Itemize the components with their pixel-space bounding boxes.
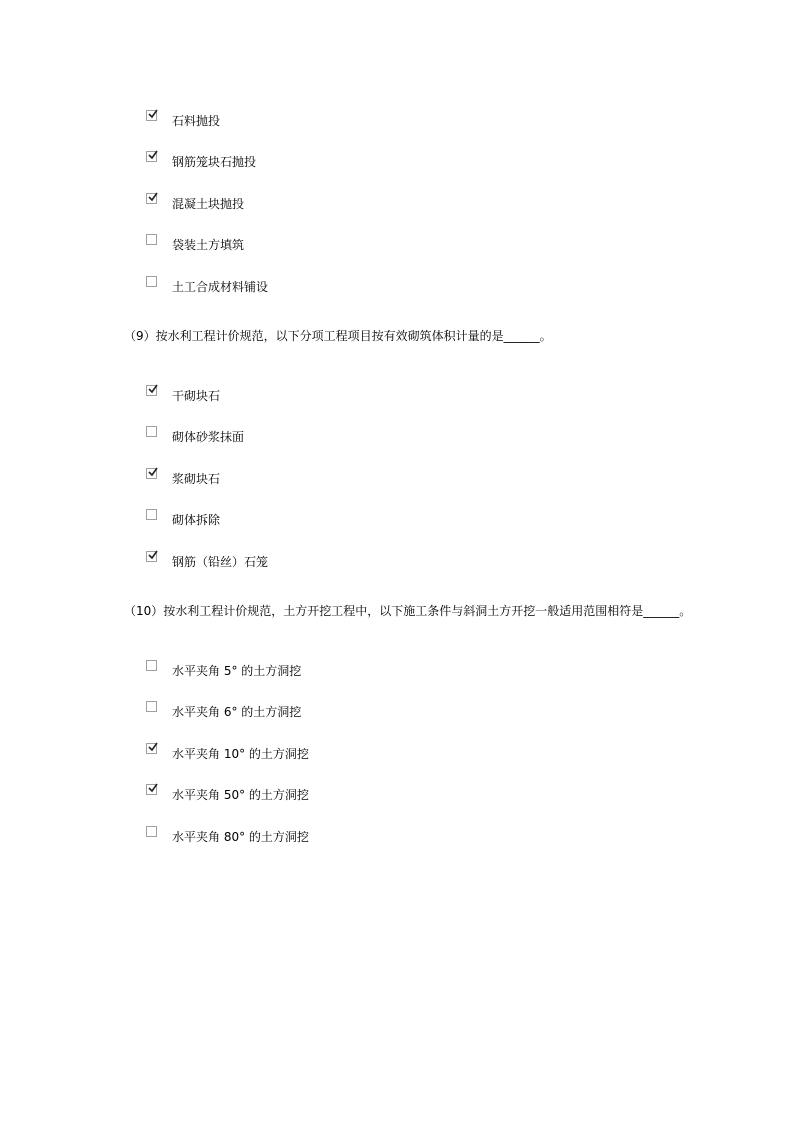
option-masonry-demolition[interactable] (146, 509, 546, 527)
checkbox[interactable] (146, 234, 157, 245)
option-label: 土工合成材料铺设 (172, 280, 269, 294)
checkbox[interactable] (146, 660, 157, 671)
option-label: 浆砌块石 (172, 472, 221, 486)
checkbox[interactable] (146, 276, 157, 287)
checkbox[interactable] (146, 110, 157, 121)
question-9-text: （9）按水利工程计价规范，以下分项工程项目按有效砌筑体积计量的是______。 (124, 329, 552, 343)
check-icon (148, 467, 158, 477)
option-steel-cage-stone-dumping[interactable] (146, 151, 546, 169)
checkbox[interactable] (146, 826, 157, 837)
checkbox[interactable] (146, 193, 157, 204)
option-label: 干砌块石 (172, 389, 221, 403)
check-icon (148, 192, 158, 202)
option-dry-masonry-stone[interactable] (146, 385, 546, 403)
option-angle-80[interactable] (146, 826, 546, 844)
option-angle-5[interactable] (146, 660, 546, 678)
option-label: 钢筋（铅丝）石笼 (172, 555, 269, 569)
option-bagged-earth-filling[interactable] (146, 234, 546, 252)
question-10-text: （10）按水利工程计价规范，土方开挖工程中，以下施工条件与斜洞土方开挖一般适用范围相符是______。 (124, 604, 692, 618)
check-icon (148, 384, 158, 394)
checkbox[interactable] (146, 743, 157, 754)
option-masonry-mortar-plastering[interactable] (146, 426, 546, 444)
option-label: 砌体砂浆抹面 (172, 430, 245, 444)
option-angle-10[interactable] (146, 743, 546, 761)
option-stone-dumping[interactable] (146, 110, 546, 128)
option-label: 砌体拆除 (172, 513, 221, 527)
check-icon (148, 742, 158, 752)
option-angle-6[interactable] (146, 701, 546, 719)
checkbox[interactable] (146, 426, 157, 437)
checkbox[interactable] (146, 509, 157, 520)
checkbox[interactable] (146, 784, 157, 795)
option-label: 石料抛投 (172, 114, 221, 128)
check-icon (148, 550, 158, 560)
option-label: 水平夹角 10° 的土方洞挖 (172, 747, 309, 761)
check-icon (148, 150, 158, 160)
check-icon (148, 783, 158, 793)
option-label: 水平夹角 6° 的土方洞挖 (172, 705, 302, 719)
checkbox[interactable] (146, 551, 157, 562)
checkbox[interactable] (146, 701, 157, 712)
checkbox[interactable] (146, 151, 157, 162)
option-steel-wire-gabion[interactable] (146, 551, 546, 569)
option-label: 水平夹角 50° 的土方洞挖 (172, 788, 309, 802)
checkbox[interactable] (146, 468, 157, 479)
option-concrete-block-dumping[interactable] (146, 193, 546, 211)
check-icon (148, 109, 158, 119)
option-angle-50[interactable] (146, 784, 546, 802)
option-label: 水平夹角 5° 的土方洞挖 (172, 664, 302, 678)
option-mortar-masonry-stone[interactable] (146, 468, 546, 486)
option-label: 袋装土方填筑 (172, 238, 245, 252)
checkbox[interactable] (146, 385, 157, 396)
option-label: 钢筋笼块石抛投 (172, 155, 257, 169)
option-label: 混凝土块抛投 (172, 197, 245, 211)
option-geosynthetic-laying[interactable] (146, 276, 546, 294)
option-label: 水平夹角 80° 的土方洞挖 (172, 830, 309, 844)
